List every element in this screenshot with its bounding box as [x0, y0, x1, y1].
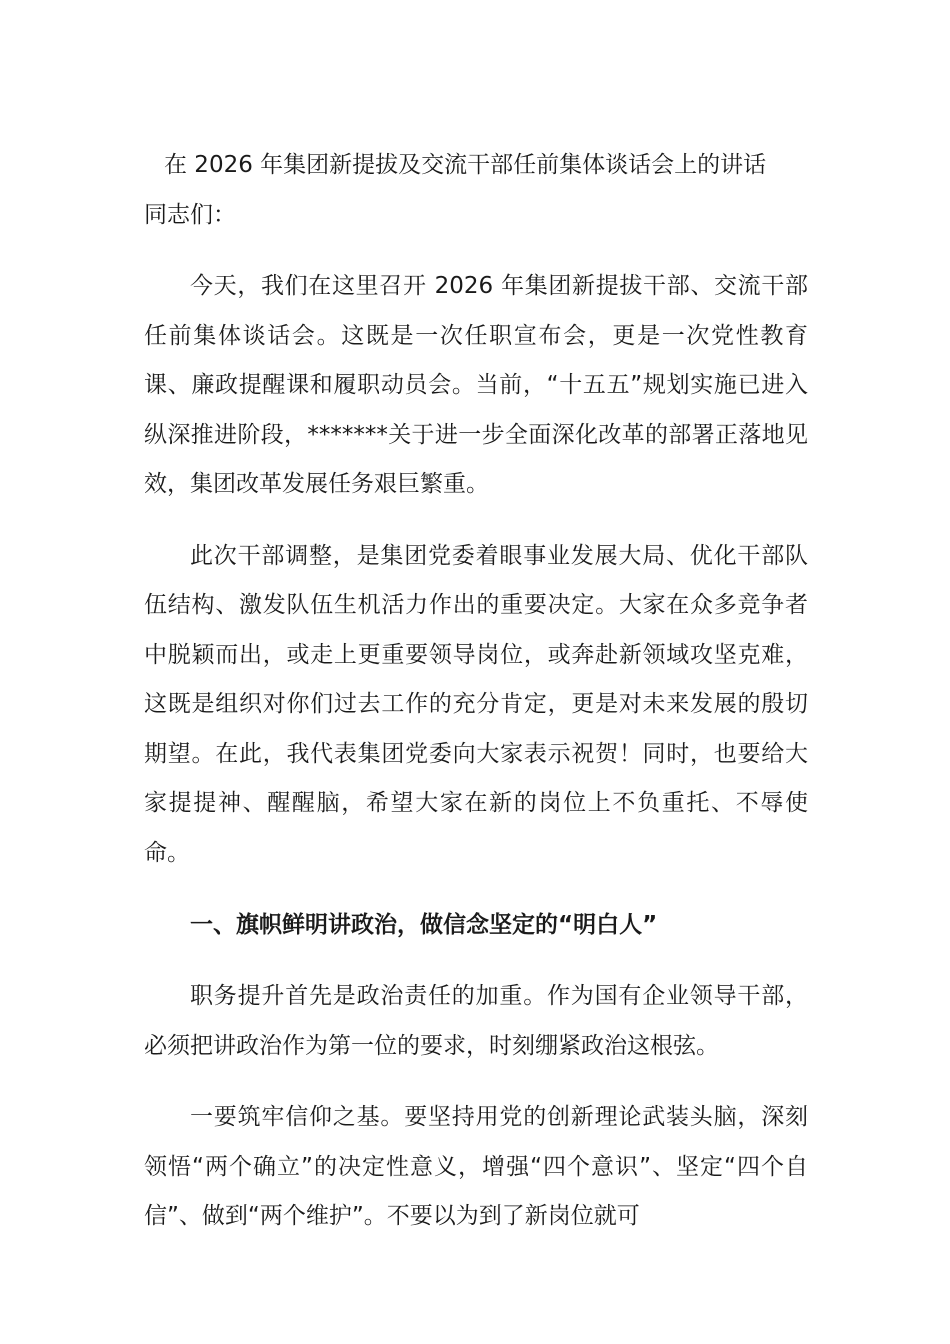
document-title: 在 2026 年集团新提拔及交流干部任前集体谈话会上的讲话: [164, 152, 767, 178]
paragraph-adjustment: 此次干部调整，是集团党委着眼事业发展大局、优化干部队伍结构、激发队伍生机活力作出的重要决定。大家在众多竞争者中脱颖而出，或走上更重要领导岗位，或奔赴新领域攻坚克难，这既是组织对你们过去工作的充分肯定，更是对未来发展的殷切期望。在此，我代表集团党委向大家表示祝贺！同时，也要给大家提提神、醒醒脑，希望大家在新的岗位上不负重托、不辱使命。: [144, 542, 808, 866]
paragraph-intro: 今天，我们在这里召开 2026 年集团新提拔干部、交流干部任前集体谈话会。这既是一次任职宣布会，更是一次党性教育课、廉政提醒课和履职动员会。当前，“十五五”规划实施已进入纵深推进阶段，*******关于进一步全面深化改革的部署正落地见效，集团改革发展任务艰巨繁重。: [144, 273, 808, 497]
paragraph-faith-foundation: 一要筑牢信仰之基。要坚持用党的创新理论武装头脑，深刻领悟“两个确立”的决定性意义，增强“四个意识”、坚定“四个自信”、做到“两个维护”。不要以为到了新岗位就可: [144, 1104, 808, 1229]
document-body: [144, 140, 808, 1264]
salutation: 同志们：: [144, 202, 236, 228]
paragraph-political-responsibility: 职务提升首先是政治责任的加重。作为国有企业领导干部，必须把讲政治作为第一位的要求，时刻绷紧政治这根弦。: [144, 983, 808, 1059]
section-heading-politics: 一、旗帜鲜明讲政治，做信念坚定的“明白人”: [190, 912, 658, 938]
